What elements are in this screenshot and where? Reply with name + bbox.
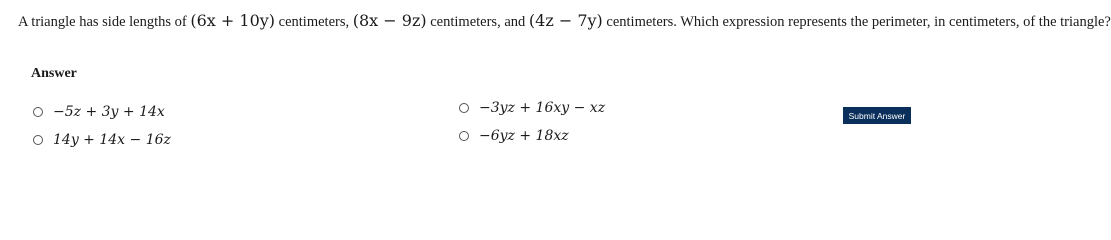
radio-button-icon[interactable]: [33, 135, 43, 145]
choice-2-expression: 14y + 14x − 16z: [53, 132, 171, 148]
choice-1-expression: −5z + 3y + 14x: [53, 104, 165, 120]
answer-choice-1[interactable]: [33, 104, 165, 120]
answer-choice-2[interactable]: [33, 132, 171, 148]
question-text: [18, 10, 1111, 33]
answer-choice-4[interactable]: [459, 128, 569, 144]
side-length-1: (6x + 10y): [190, 11, 276, 30]
answer-label: Answer: [31, 66, 77, 81]
radio-button-icon[interactable]: [33, 107, 43, 117]
submit-answer-button[interactable]: Submit Answer: [843, 107, 911, 124]
answer-choice-3[interactable]: [459, 100, 605, 116]
question-part-4: centimeters. Which expression represents the perimeter, in centimeters, of the triangle?: [602, 14, 1111, 30]
side-length-2: (8x − 9z): [352, 11, 427, 30]
question-part-3: centimeters, and: [426, 14, 529, 30]
choice-4-expression: −6yz + 18xz: [479, 128, 569, 144]
question-part-2: centimeters,: [275, 14, 353, 30]
side-length-3: (4z − 7y): [528, 11, 603, 30]
radio-button-icon[interactable]: [459, 131, 469, 141]
choice-3-expression: −3yz + 16xy − xz: [479, 100, 606, 116]
question-part-1: A triangle has side lengths of: [18, 14, 191, 30]
radio-button-icon[interactable]: [459, 103, 469, 113]
